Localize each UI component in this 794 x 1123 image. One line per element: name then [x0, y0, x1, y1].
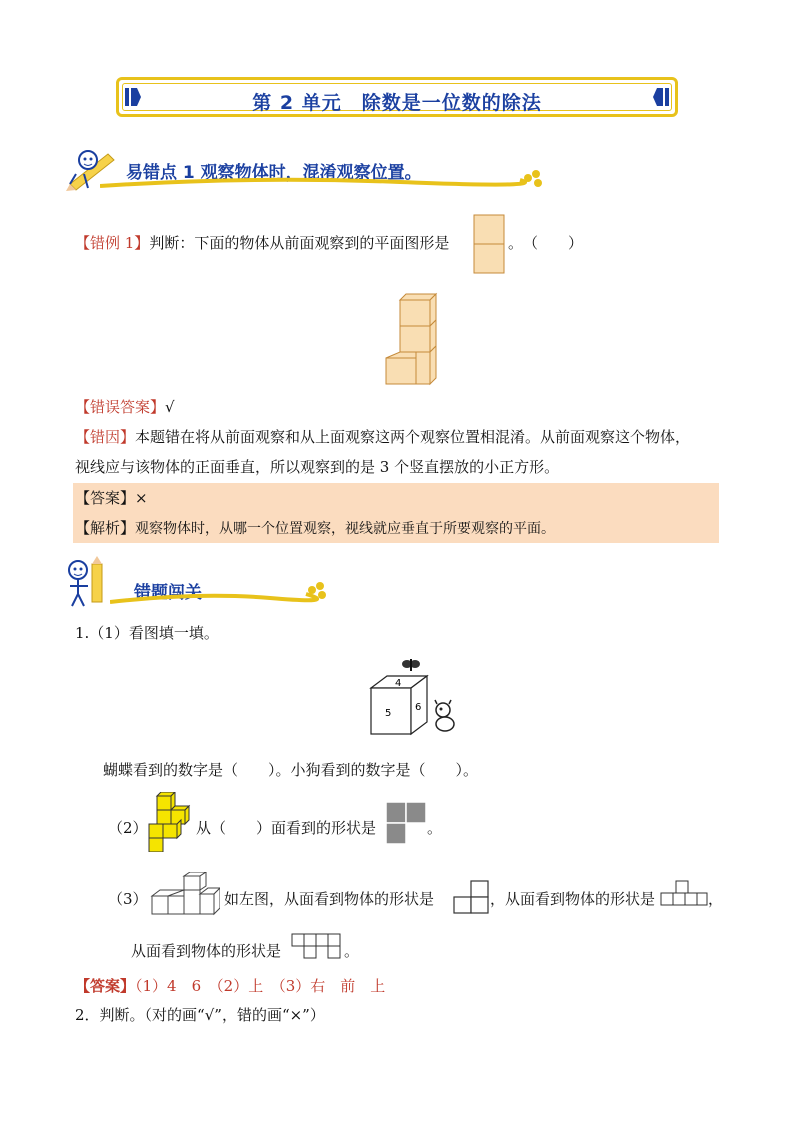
- q1-answer-line: [75, 975, 385, 997]
- example-line: [75, 232, 449, 254]
- numbered-cube-figure: [365, 658, 465, 742]
- top-view-grid-figure: [291, 933, 341, 959]
- q1-part1: 蝴蝶看到的数字是（ ）。小狗看到的数字是（ ）。: [103, 761, 479, 779]
- block-structure-figure: [150, 872, 220, 918]
- unit-title: 第 2 单元 除数是一位数的除法: [252, 92, 542, 114]
- answer-label: 【答案】: [75, 489, 136, 507]
- cause-label: 【错因】: [75, 428, 136, 446]
- practice-title: 错题闯关: [134, 583, 202, 603]
- kid-with-pencil-icon: [62, 556, 114, 608]
- analysis-label: 【解析】: [75, 519, 136, 537]
- row-grid-figure: [660, 880, 708, 906]
- q1-part3-text-c: ，: [708, 890, 724, 908]
- cause-text-1: 本题错在将从前面观察和从上面观察这两个观察位置相混淆。从前面观察这个物体，: [135, 428, 691, 446]
- example-text: 判断：下面的物体从前面观察到的平面图形是: [149, 234, 450, 252]
- gray-l-shape-figure: [386, 802, 426, 844]
- cube-front-number: 5: [385, 708, 392, 719]
- stacked-cubes-figure: [384, 292, 440, 386]
- answer-line: [75, 487, 148, 509]
- answer-value: ×: [135, 489, 148, 507]
- cause-line-2: 视线应与该物体的正面垂直，所以观察到的是 3 个竖直摆放的小正方形。: [75, 458, 560, 476]
- wrong-answer-value: √: [165, 398, 175, 416]
- analysis-value: 观察物体时，从哪一个位置观察，视线就应垂直于所要观察的平面。: [135, 521, 556, 537]
- q1-part3-text-e: 。: [344, 942, 360, 960]
- practice-underline-decoration: [110, 580, 330, 608]
- q1-part3-text-b: ，从面看到物体的形状是: [490, 890, 656, 908]
- cube-right-number: 6: [415, 702, 422, 713]
- yellow-cubes-figure: [147, 792, 193, 852]
- plus-grid-figure: [453, 880, 489, 914]
- q1-part2-text: 从（ ）面看到的形状是: [196, 819, 377, 837]
- wrong-answer-line: [75, 396, 175, 418]
- q1-part2-number: （2）: [108, 819, 148, 837]
- example-label: 【错例 1】: [75, 234, 150, 252]
- q1-answer-label: 【答案】: [75, 977, 136, 995]
- butterfly-icon: [402, 659, 420, 671]
- q1-part3-text-d: 从面看到物体的形状是: [131, 942, 282, 960]
- vertical-two-squares-figure: [473, 214, 505, 274]
- q1-part3-number: （3）: [108, 890, 148, 908]
- q1-intro: 1.（1）看图填一填。: [75, 624, 219, 642]
- q1-part2-end: 。: [427, 819, 443, 837]
- q1-part3-text-a: 如左图，从面看到物体的形状是: [224, 890, 435, 908]
- wrong-answer-label: 【错误答案】: [75, 398, 166, 416]
- header-underline-decoration: [100, 170, 550, 192]
- dog-icon: [435, 700, 454, 731]
- analysis-line: [75, 517, 555, 540]
- cube-top-number: 4: [395, 678, 402, 689]
- error-point-title: 易错点 1 观察物体时，混淆观察位置。: [126, 163, 422, 183]
- q2-text: 2．判断。（对的画“√”，错的画“×”）: [75, 1006, 325, 1024]
- unit-banner: [116, 77, 678, 117]
- q1-answer-value: （1）4 6 （2）上 （3）右 前 上: [135, 977, 386, 995]
- cause-line-1: [75, 426, 690, 448]
- example-suffix: 。 （ ）: [508, 234, 584, 252]
